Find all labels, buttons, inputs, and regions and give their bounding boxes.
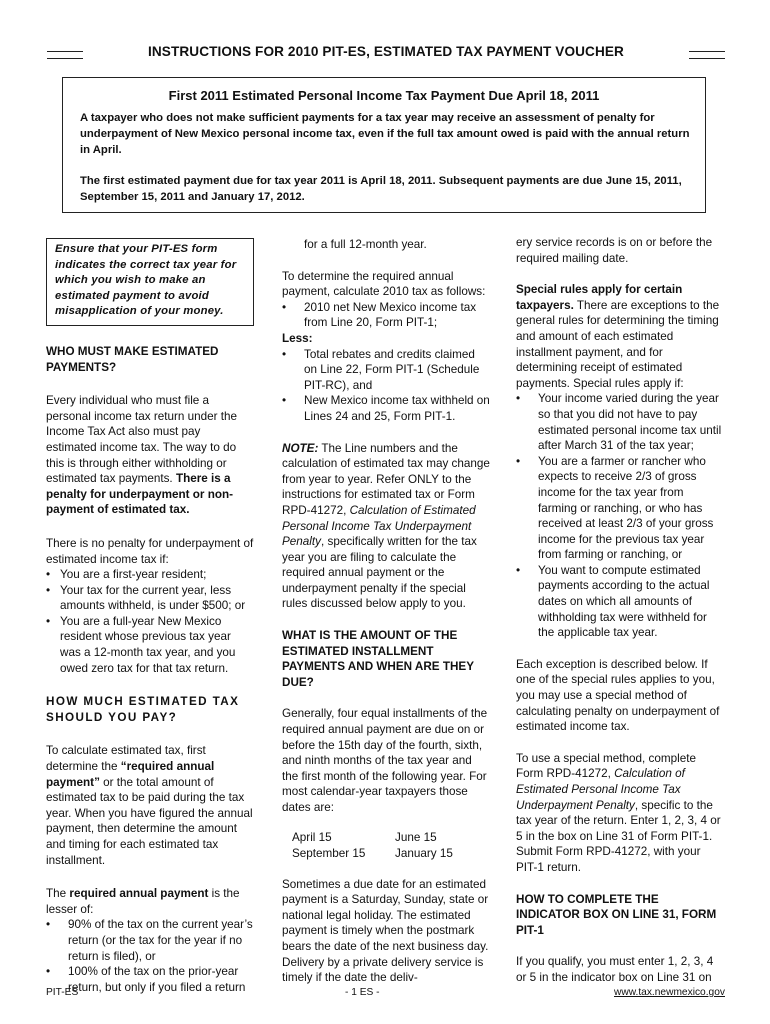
list-item: • You want to compute estimated payments according to the actual dates on which all amounts of withholding tax were withheld for the applicable tax year. — [516, 563, 710, 640]
footer-website-link[interactable]: www.tax.newmexico.gov — [614, 987, 725, 998]
notice-box — [62, 77, 706, 213]
who-must-pay-text: Every individual who must file a personal income tax return under the Income Tax Act also must pay estimated income tax. The way to do this is through either withholding or estimated tax payments. There is a penalty for underpayment or non-payment of estimated tax. — [46, 394, 238, 517]
no-penalty-intro: There is no penalty for underpayment of estimated income tax if: — [46, 536, 254, 566]
calculate-text: To calculate estimated tax, first determine the “required annual payment” or the total amount of estimated tax to be paid during the tax year. When you have figured the annual payment, then determine the amount and timing for each estimated tax installment. — [46, 744, 253, 867]
due-date-january: January 15 — [395, 846, 453, 860]
sometimes-text: Sometimes a due date for an estimated payment is a Saturday, Sunday, state or national legal holiday. The estimated payment is timely when the postmark bears the date of the next business day. Delivery by a private delivery service is timely if the date the deliv- — [282, 877, 489, 985]
who-must-pay-heading: WHO MUST MAKE ESTIMATED PAYMENTS? — [46, 344, 219, 374]
year-warning-callout: Ensure that your PIT-ES form indicates the correct tax year for which you wish to make an estimated payment to avoid misapplication of your money. — [46, 238, 254, 326]
footer-page-number: - 1 ES - — [345, 987, 380, 998]
continued-text: for a full 12-month year. — [304, 238, 427, 251]
list-item: • 2010 net New Mexico income tax from Line 20, Form PIT-1; — [282, 300, 477, 330]
note-text: NOTE: The Line numbers and the calculation of estimated tax may change from year to year. Refer ONLY to the instructions for estimated tax or Form RPD-41272, Calculation of Estimated Personal Income Tax Underpayment Penalty, specifically written for the tax year you are filing to calculate the required annual payment or the underpayment penalty if the special rules discussed below apply to you. — [282, 441, 490, 611]
page-title: INSTRUCTIONS FOR 2010 PIT-ES, ESTIMATED TAX PAYMENT VOUCHER — [148, 44, 624, 59]
generally-text: Generally, four equal installments of the required annual payment are due on or before the 15th day of the fourth, sixth, and ninth months of the tax year and the first month of the following year. For most calendar-year taxpayers those dates are: — [282, 707, 488, 814]
exception-text: Each exception is described below. If one of the special rules applies to you, you may use a special method of calculating penalty on underpayment of estimated income tax. — [516, 657, 720, 734]
header-rule-left — [47, 51, 83, 59]
list-item: • 90% of the tax on the current year’s return (or the tax for the year if no return is filed), or — [46, 918, 253, 963]
list-item: • You are a first-year resident; — [46, 568, 207, 582]
less-label: Less: — [282, 331, 313, 345]
continued-text: ery service records is on or before the required mailing date. — [516, 236, 713, 265]
how-much-heading: HOW MUCH ESTIMATED TAX SHOULD YOU PAY? — [46, 695, 240, 724]
list-item: • 100% of the tax on the prior-year return, but only if you filed a return — [46, 965, 246, 994]
header-rule-right — [689, 51, 725, 59]
notice-title: First 2011 Estimated Personal Income Tax Payment Due April 18, 2011 — [168, 88, 600, 103]
special-rules-text: Special rules apply for certain taxpayers. There are exceptions to the general rules for determining the timing and amount of each estimated installment payment, and for determining receipt of estimated payments. Special rules apply if: — [516, 283, 720, 390]
due-date-april: April 15 — [292, 830, 332, 844]
due-dates-table — [282, 830, 490, 863]
determine-text: To determine the required annual payment, calculate 2010 tax as follows: — [282, 269, 486, 299]
notice-penalty-text: A taxpayer who does not make sufficient payments for a tax year may receive an assessment of penalty for underpayment of New Mexico personal income tax, even if the full tax amount owed is paid with the annual return in April. — [80, 112, 690, 156]
list-item: • Your income varied during the year so that you did not have to pay estimated personal income tax until after March 31 of the tax year; — [516, 392, 722, 453]
footer-form-id: PIT-ES — [46, 987, 79, 998]
qualify-text: If you qualify, you must enter 1, 2, 3, 4 or 5 in the indicator box on Line 31 on — [516, 955, 714, 984]
special-method-text: To use a special method, complete Form RPD-41272, Calculation of Estimated Personal Income Tax Underpayment Penalty, specific to the tax year of the return. Enter 1, 2, 3, 4 or 5 in the box on Line 31 of Form PIT-1. Submit Form RPD-41272, with your PIT-1 return. — [516, 751, 721, 874]
installment-heading: WHAT IS THE AMOUNT OF THE ESTIMATED INSTALLMENT PAYMENTS AND WHEN ARE THEY DUE? — [282, 629, 474, 689]
column-3 — [516, 235, 725, 986]
list-item: • New Mexico income tax withheld on Lines 24 and 25, Form PIT-1. — [282, 394, 490, 423]
list-item: • Your tax for the current year, less amounts withheld, is under $500; or — [46, 583, 246, 613]
due-date-september: September 15 — [292, 846, 366, 860]
list-item: • Total rebates and credits claimed on Line 22, Form PIT-1 (Schedule PIT-RC), and — [282, 347, 480, 392]
indicator-box-heading: HOW TO COMPLETE THE INDICATOR BOX ON LINE 31, FORM PIT-1 — [516, 892, 717, 937]
list-item: • You are a full-year New Mexico resident whose previous tax year was a 12-month tax year, and you owed zero tax for that tax return. — [46, 614, 236, 675]
notice-due-dates-text: The first estimated payment due for tax year 2011 is April 18, 2011. Subsequent payments are due June 15, 2011, September 15, 2011 and January 17, 2012. — [80, 175, 682, 203]
list-item: • You are a farmer or rancher who expects to receive 2/3 of gross income for the tax year from farming or ranching, or who has received at least 2/3 of your gross income for the previous tax year from farming or ranching, or — [516, 454, 714, 562]
required-payment-text: The required annual payment is the lesser of: — [46, 887, 240, 916]
column-1 — [46, 238, 254, 995]
due-date-june: June 15 — [395, 830, 437, 844]
column-2 — [282, 237, 490, 986]
